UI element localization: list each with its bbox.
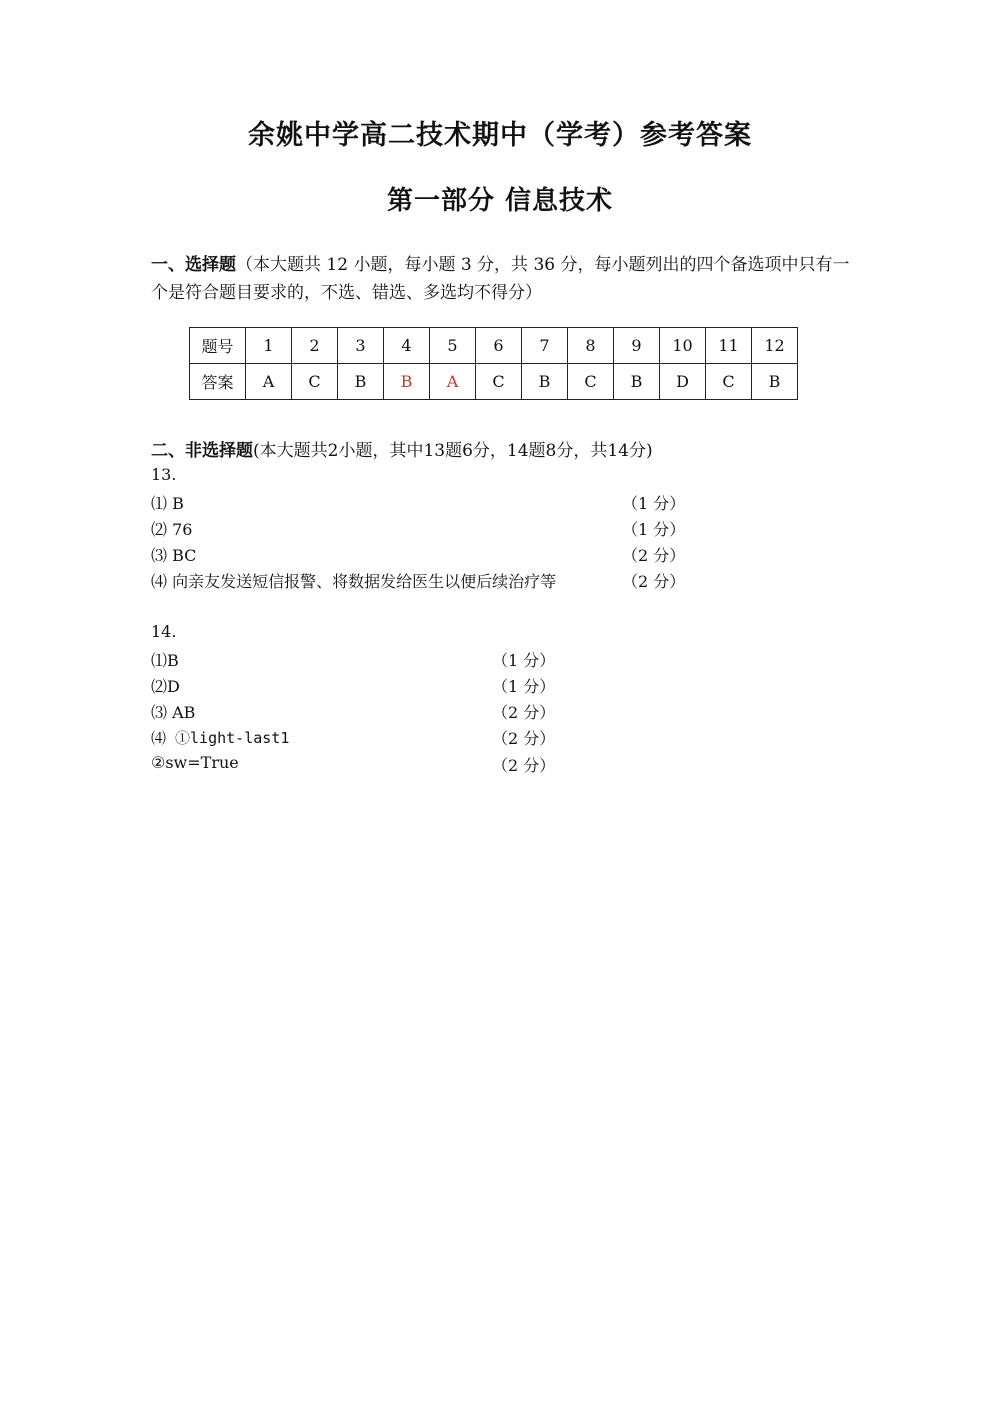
q14-answer: ⑴B [151, 651, 179, 670]
q13-score: （1 分） [622, 494, 686, 513]
answer-cell: B [338, 364, 384, 400]
section2-description: (本大题共2小题，其中13题6分，14题8分，共14分) [253, 441, 653, 461]
q14-score: （2 分） [492, 756, 556, 775]
q13-number: 13. [151, 465, 177, 484]
question-number: 5 [430, 328, 476, 364]
document-title: 余姚中学高二技术期中（学考）参考答案 [248, 120, 752, 151]
question-number: 6 [476, 328, 522, 364]
answer-cell: C [292, 364, 338, 400]
row-label-answer: 答案 [190, 364, 246, 400]
q14-score: （2 分） [492, 729, 556, 748]
q13-answer: ⑷ 向亲友发送短信报警、将数据发给医生以便后续治疗等 [151, 572, 557, 591]
q14-score: （1 分） [492, 651, 556, 670]
section2-intro [151, 436, 653, 461]
q13-score: （2 分） [622, 572, 686, 591]
q13-answer: ⑴ B [151, 494, 184, 513]
section1-intro [151, 251, 861, 307]
question-number: 2 [292, 328, 338, 364]
answer-cell: A [246, 364, 292, 400]
q14-number: 14. [151, 622, 177, 641]
question-number: 4 [384, 328, 430, 364]
question-number: 7 [522, 328, 568, 364]
answer-cell: B [752, 364, 798, 400]
answer-cell: B [614, 364, 660, 400]
section2-heading: 二、非选择题 [151, 441, 253, 461]
answer-cell-highlighted: A [430, 364, 476, 400]
part-title: 第一部分 信息技术 [386, 186, 614, 216]
question-number: 8 [568, 328, 614, 364]
q14-score: （2 分） [492, 703, 556, 722]
question-number: 10 [660, 328, 706, 364]
answer-cell: D [660, 364, 706, 400]
answer-table [189, 327, 798, 400]
q14-answer: ⑶ AB [151, 703, 196, 722]
answer-cell: C [706, 364, 752, 400]
answer-cell: C [568, 364, 614, 400]
q14-score: （1 分） [492, 677, 556, 696]
answer-cell: B [522, 364, 568, 400]
answer-cell-highlighted: B [384, 364, 430, 400]
question-number: 11 [706, 328, 752, 364]
q13-answer: ⑵ 76 [151, 520, 193, 539]
answer-table-number-row [190, 328, 798, 364]
q13-answer: ⑶ BC [151, 546, 197, 565]
q14-answer: ⑵D [151, 677, 180, 696]
q14-answer: ②sw=True [151, 753, 239, 772]
answer-table-answer-row [190, 364, 798, 400]
section1-heading: 一、选择题 [151, 255, 236, 275]
row-label-number: 题号 [190, 328, 246, 364]
q13-score: （1 分） [622, 520, 686, 539]
question-number: 1 [246, 328, 292, 364]
q13-score: （2 分） [622, 546, 686, 565]
q14-answer: ⑷ ①light-last1 [151, 729, 290, 747]
question-number: 9 [614, 328, 660, 364]
section1-description: （本大题共 12 小题，每小题 3 分，共 36 分，每小题列出的四个备选项中只有一个是符合题目要求的，不选、错选、多选均不得分） [151, 255, 850, 303]
question-number: 3 [338, 328, 384, 364]
question-number: 12 [752, 328, 798, 364]
answer-cell: C [476, 364, 522, 400]
